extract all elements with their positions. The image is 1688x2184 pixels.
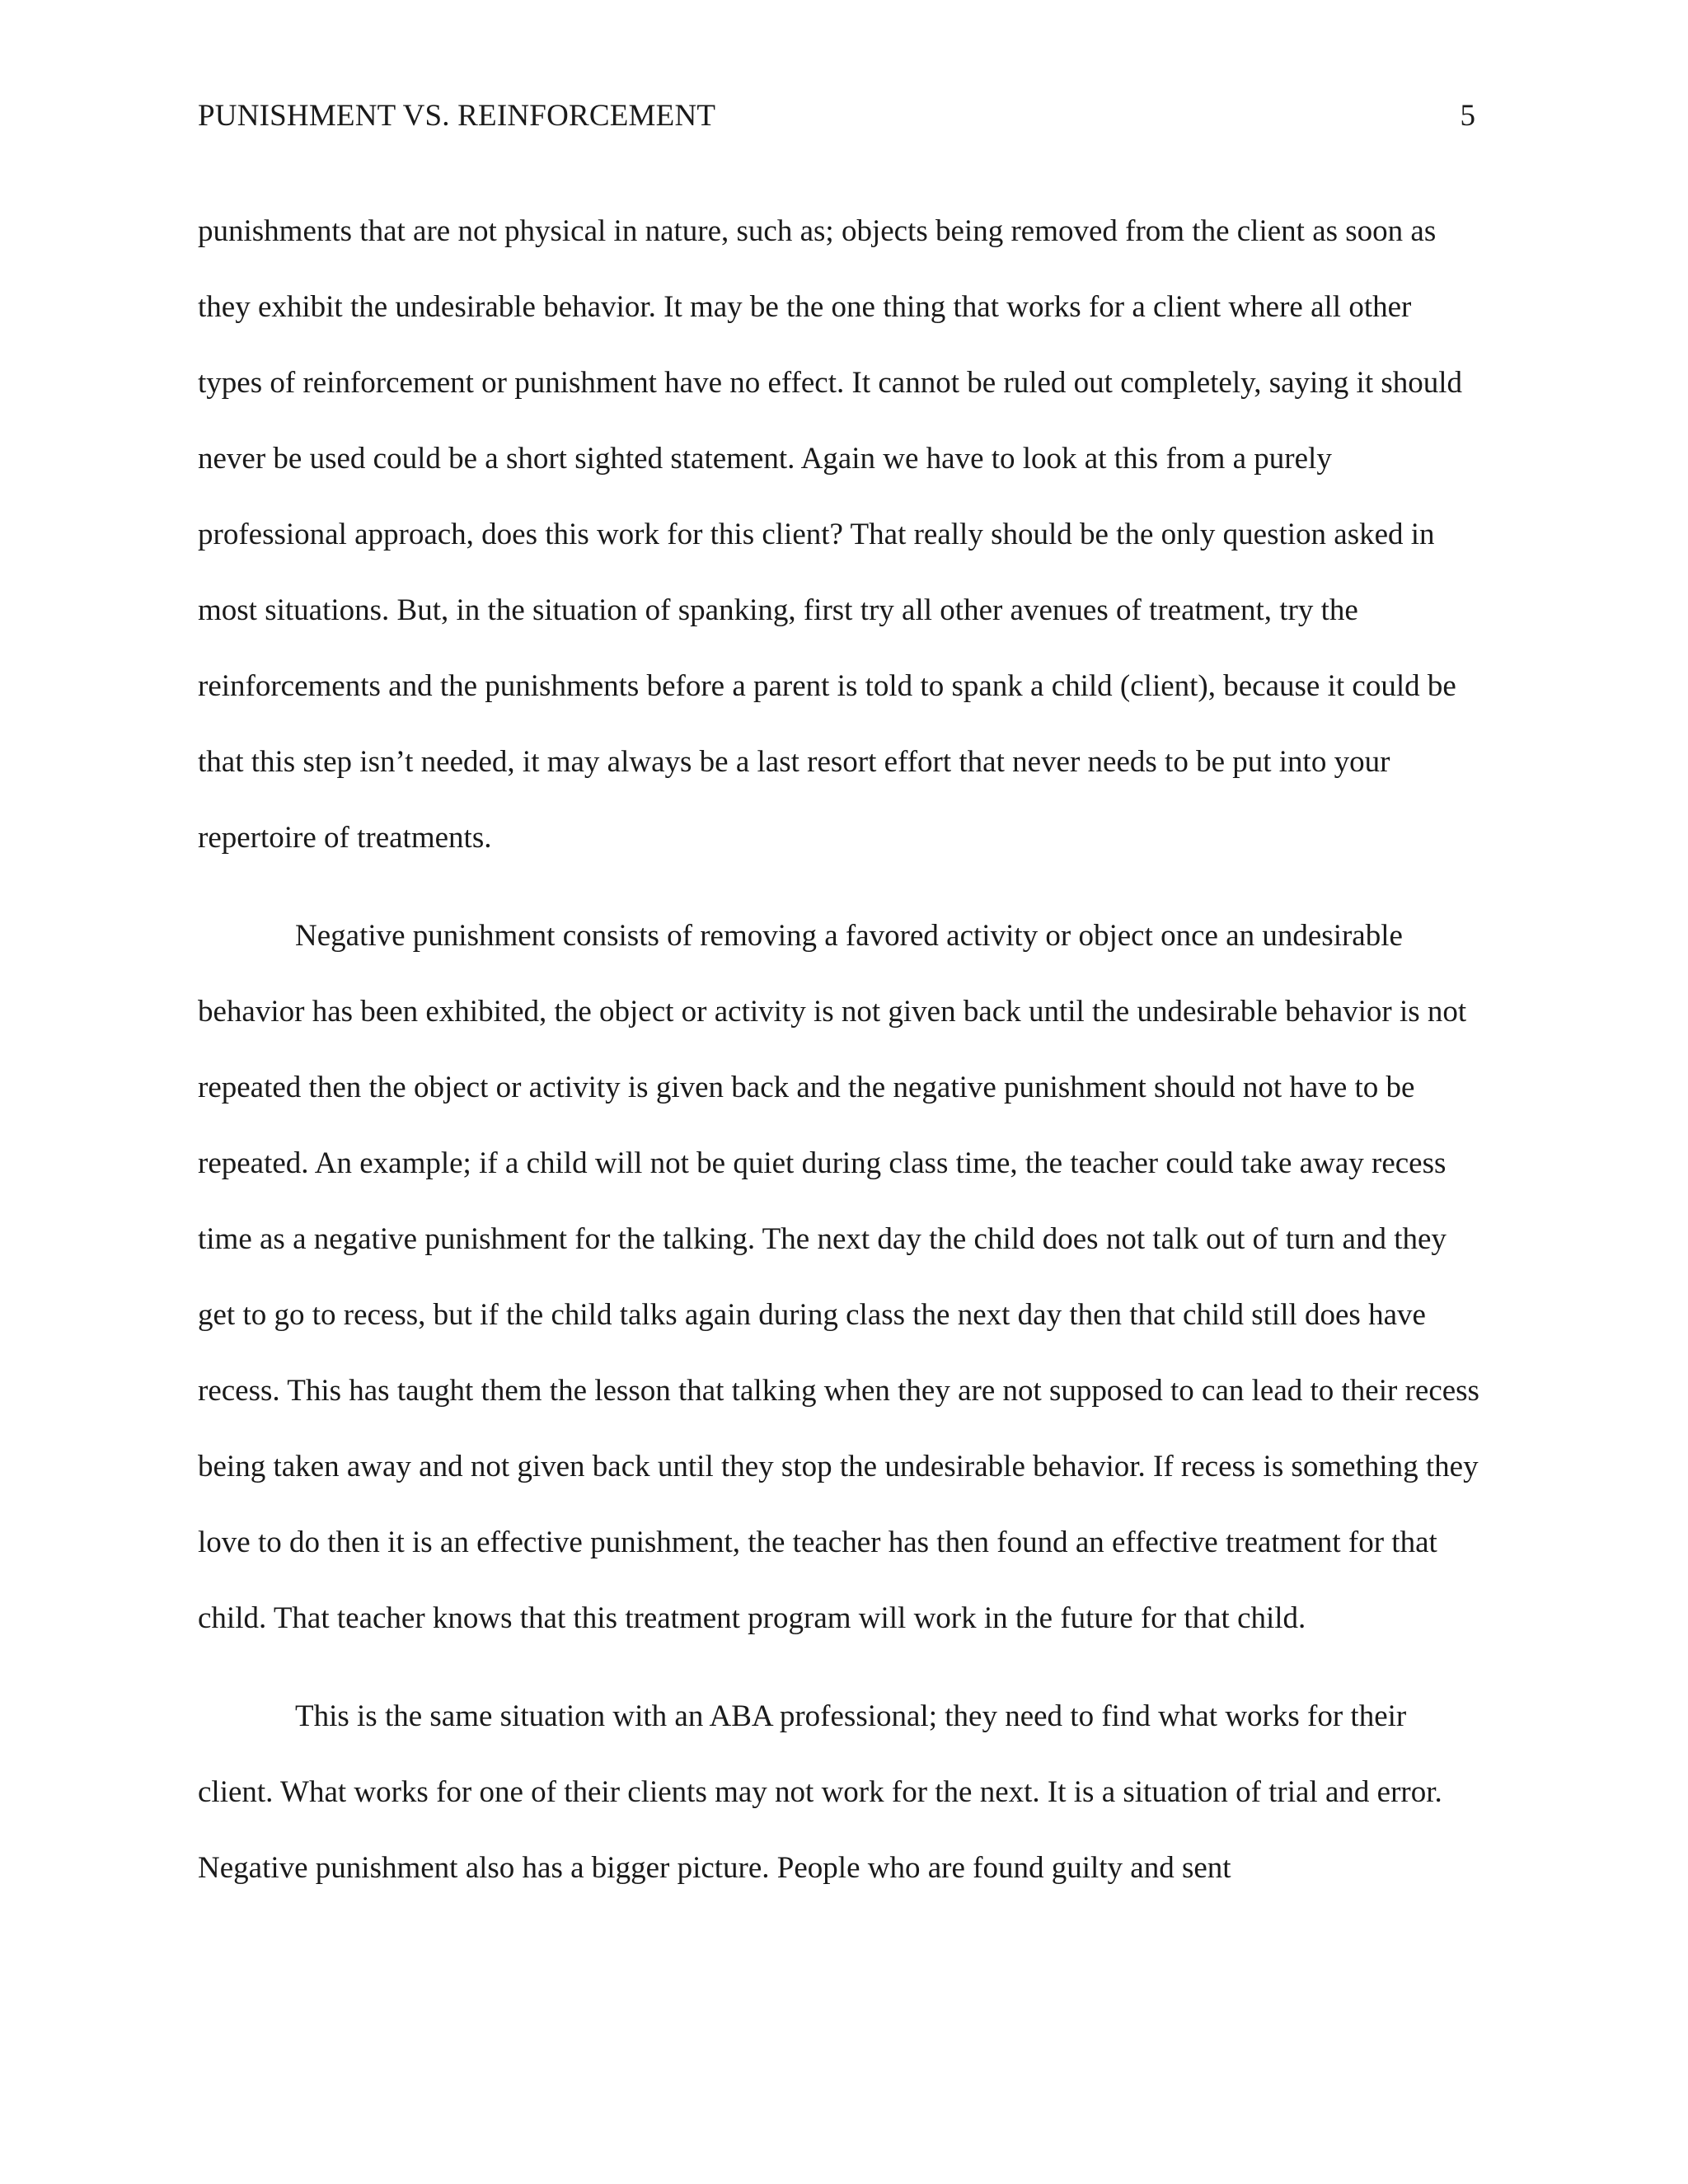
paragraph-2: Negative punishment consists of removing a favored activity or object once an undesirable behavior has been exhibited, the object or activity is not given back until the undesirable behavior is not repeated then the object or activity is given back and the negative punishment should not have to be repeated. An example; if a child will not be quiet during class time, the teacher could take away recess time as a negative punishment for the talking. The next day the child does not talk out of turn and they get to go to recess, but if the child talks again during class the next day then that child still does have recess. This has taught them the lesson that talking when they are not supposed to can lead to their recess being taken away and not given back until they stop the undesirable behavior. If recess is something they love to do then it is an effective punishment, the teacher has then found an effective treatment for that child. That teacher knows that this treatment program will work in the future for that child. <box>198 919 1479 1635</box>
running-head: PUNISHMENT VS. REINFORCEMENT <box>198 99 716 133</box>
paragraph-1: punishments that are not physical in nature, such as; objects being removed from the client as soon as they exhibit the undesirable behavior. It may be the one thing that works for a client where all other types of reinforcement or punishment have no effect. It cannot be ruled out completely, saying it should never be used could be a short sighted statement. Again we have to look at this from a purely professional approach, does this work for this client? That really should be the only question asked in most situations. But, in the situation of spanking, first try all other avenues of treatment, try the reinforcements and the punishments before a parent is told to spank a child (client), because it could be that this step isn’t needed, it may always be a last resort effort that never needs to be put into your repertoire of treatments. <box>198 214 1463 855</box>
body-text <box>198 194 1479 1906</box>
paragraph-3: This is the same situation with an ABA professional; they need to find what works for their client. What works for one of their clients may not work for the next. It is a situation of trial and error. Negative punishment also has a bigger picture. People who are found guilty and sent <box>198 1699 1442 1885</box>
page-number: 5 <box>1460 99 1475 133</box>
